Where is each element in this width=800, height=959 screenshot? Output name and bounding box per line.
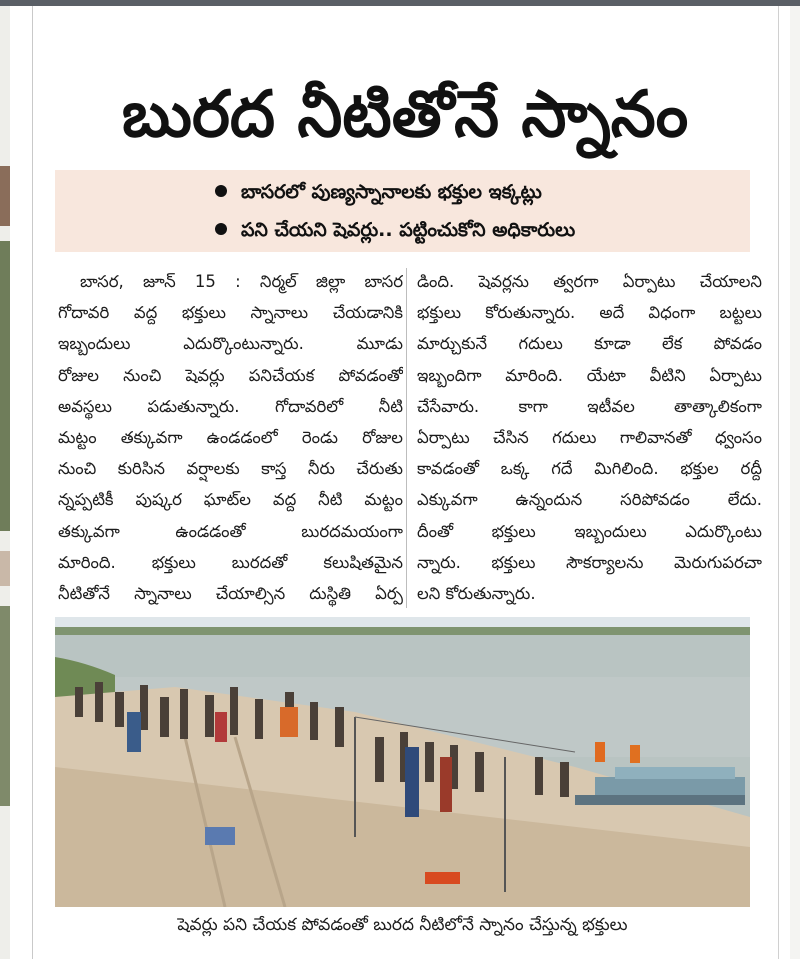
body-line: బాసర, జూన్ 15 : నిర్మల్ జిల్లా బాసర bbox=[80, 272, 403, 291]
left-column-rule bbox=[32, 6, 33, 959]
body-column-2 bbox=[417, 266, 762, 609]
body-line: న్నప్పటికీ పుష్కర ఘాట్‌ల వద్ద నీటి మట్టం bbox=[58, 490, 403, 510]
body-line: మట్టం తక్కువగా ఉండడంలో రెండు రోజుల bbox=[58, 427, 403, 447]
body-line: నుంచి కురిసిన వర్షాలకు కాస్త నీరు చేరుతు bbox=[58, 459, 403, 479]
body-column-1 bbox=[58, 266, 403, 609]
body-line: అవస్థలు పడుతున్నారు. గోదావరిలో నీటి bbox=[58, 396, 403, 416]
adjacent-page-edge-right bbox=[790, 6, 800, 959]
body-line: న్నారు. భక్తులు సౌకర్యాలను మెరుగుపరచా bbox=[417, 552, 762, 572]
subhead-text: పని చేయని షెవర్లు.. పట్టించుకోని అధికారులు bbox=[241, 219, 576, 241]
body-line: ఇబ్బందులు ఎదుర్కొంటున్నారు. మూడు bbox=[58, 334, 403, 354]
subhead-item bbox=[215, 174, 542, 210]
subhead-box bbox=[55, 170, 750, 252]
body-line: ఏర్పాటు చేసిన గదులు గాలివానతో ధ్వంసం bbox=[417, 427, 762, 447]
body-line: చేసేవారు. కాగా ఇటీవల తాత్కాలికంగా bbox=[417, 396, 762, 416]
body-line: గోదావరి వద్ద భక్తులు స్నానాలు చేయడానికి bbox=[58, 303, 403, 323]
body-line: భక్తులు కోరుతున్నారు. అదే విధంగా బట్టలు bbox=[417, 303, 762, 323]
body-line: రోజుల నుంచి షెవర్లు పనిచేయక పోవడంతో bbox=[58, 365, 403, 385]
body-line: దీంతో భక్తులు ఇబ్బందులు ఎదుర్కొంటు bbox=[417, 521, 762, 541]
body-line: కావడంతో ఒక్క గదే మిగిలింది. భక్తుల రద్దీ bbox=[417, 459, 762, 479]
bullet-icon bbox=[215, 185, 227, 197]
body-line: నీటితోనే స్నానాలు చేయాల్సిన దుస్థితి ఏర్ప bbox=[58, 583, 403, 603]
body-line: డింది. షెవర్లను త్వరగా ఏర్పాటు చేయాలని bbox=[417, 272, 762, 291]
top-edge-bar bbox=[0, 0, 800, 6]
body-line: తక్కువగా ఉండడంతో బురదమయంగా bbox=[58, 521, 403, 541]
body-line: మారింది. భక్తులు బురదతో కలుషితమైన bbox=[58, 552, 403, 572]
body-line: ఎక్కువగా ఉన్నందున సరిపోవడం లేదు. bbox=[417, 490, 762, 510]
body-line: లని కోరుతున్నారు. bbox=[417, 583, 536, 603]
right-column-rule bbox=[778, 6, 779, 959]
photo-caption: షెవర్లు పని చేయక పోవడంతో బురద నీటిలోనే స్నానం చేస్తున్న భక్తులు bbox=[177, 915, 628, 935]
news-photo bbox=[55, 617, 750, 907]
body-line: మార్చుకునే గదులు కూడా లేక పోవడం bbox=[417, 334, 762, 354]
column-divider bbox=[406, 268, 407, 608]
subhead-text: బాసరలో పుణ్యస్నానాలకు భక్తుల ఇక్కట్లు bbox=[241, 181, 542, 203]
subhead-item bbox=[215, 212, 575, 248]
adjacent-page-edge bbox=[0, 6, 10, 959]
ghat-scene-illustration bbox=[55, 617, 750, 907]
body-line: ఇబ్బందిగా మారింది. యేటా వీటిని ఏర్పాటు bbox=[417, 365, 762, 385]
headline: బురద నీటితోనే స్నానం bbox=[121, 78, 689, 152]
bullet-icon bbox=[215, 223, 227, 235]
